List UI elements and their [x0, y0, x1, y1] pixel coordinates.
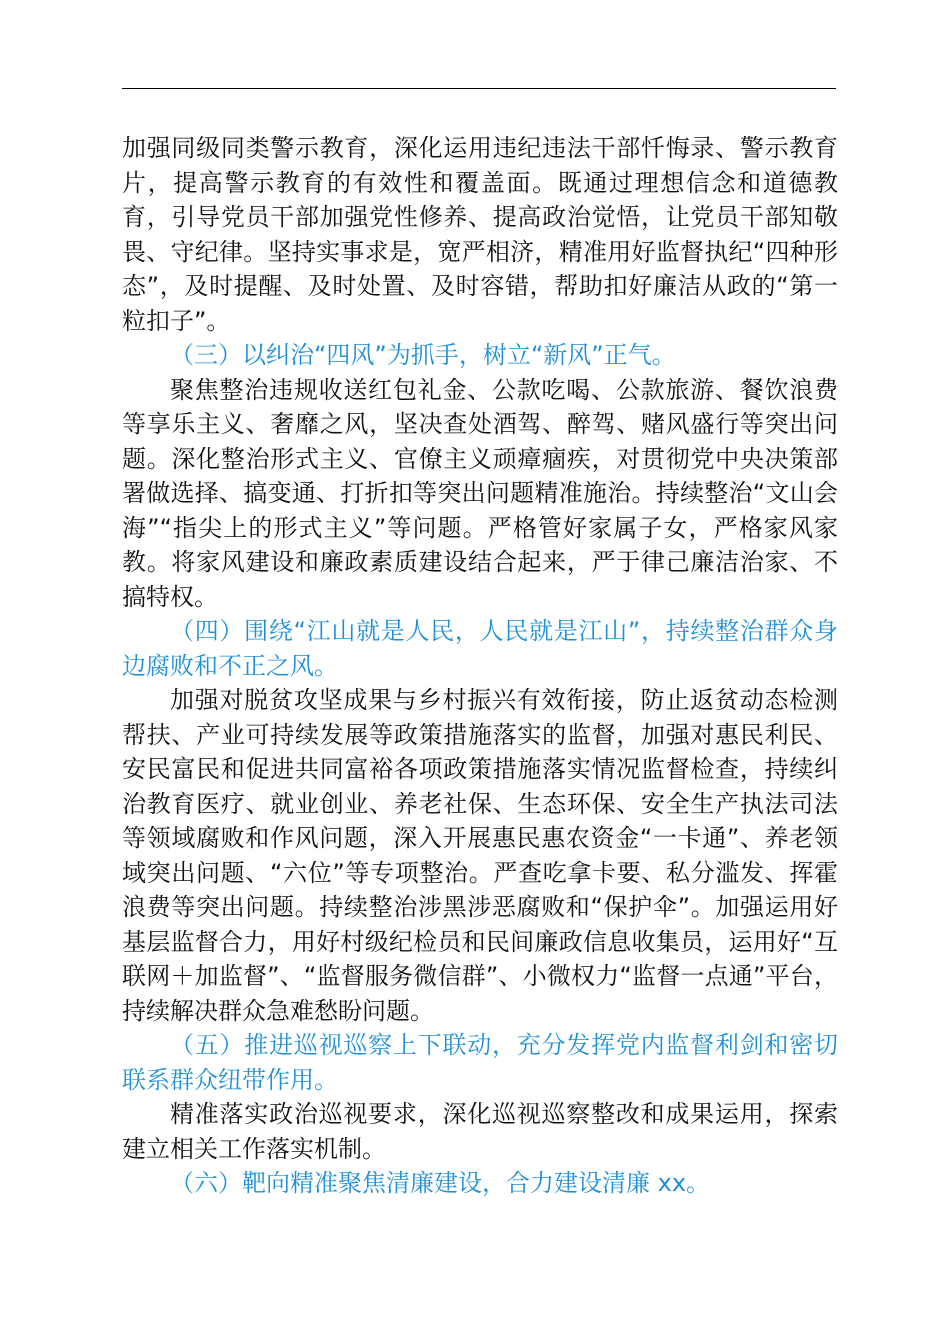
document-body: [122, 131, 838, 1201]
section-heading-6: （六）靶向精准聚焦清廉建设，合力建设清廉 xx。: [170, 1169, 711, 1197]
body-paragraph: 加强对脱贫攻坚成果与乡村振兴有效衔接，防止返贫动态检测帮扶、产业可持续发展等政策措施落实的监督，加强对惠民利民、安民富民和促进共同富裕各项政策措施落实情况监督检查，持续纠治教育医疗、就业创业、养老社保、生态环保、安全生产执法司法等领域腐败和作风问题，深入开展惠民惠农资金“一卡通”、养老领域突出问题、“六位”等专项整治。严查吃拿卡要、私分滥发、挥霍浪费等突出问题。持续整治涉黑涉恶腐败和“保护伞”。加强运用好基层监督合力，用好村级纪检员和民间廉政信息收集员，运用好“互联网＋加监督”、“监督服务微信群”、小微权力“监督一点通”平台，持续解决群众急难愁盼问题。: [122, 686, 838, 1025]
section-heading-5: （五）推进巡视巡察上下联动，充分发挥党内监督利剑和密切联系群众纽带作用。: [122, 1031, 838, 1094]
header-rule: [122, 88, 836, 89]
body-paragraph: 加强同级同类警示教育，深化运用违纪违法干部忏悔录、警示教育片，提高警示教育的有效性和覆盖面。既通过理想信念和道德教育，引导党员干部加强党性修养、提高政治觉悟，让党员干部知敬畏、守纪律。坚持实事求是，宽严相济，精准用好监督执纪“四种形态”，及时提醒、及时处置、及时容错，帮助扣好廉洁从政的“第一粒扣子”。: [122, 134, 838, 335]
section-heading-3: （三）以纠治“四风”为抓手，树立“新风”正气。: [170, 341, 676, 369]
body-paragraph: 聚焦整治违规收送红包礼金、公款吃喝、公款旅游、餐饮浪费等享乐主义、奢靡之风，坚决查处酒驾、醉驾、赌风盛行等突出问题。深化整治形式主义、官僚主义顽瘴痼疾，对贯彻党中央决策部署做选择、搞变通、打折扣等突出问题精准施治。持续整治“文山会海”“指尖上的形式主义”等问题。严格管好家属子女，严格家风家教。将家风建设和廉政素质建设结合起来，严于律己廉洁治家、不搞特权。: [122, 375, 838, 611]
body-paragraph: 精准落实政治巡视要求，深化巡视巡察整改和成果运用，探索建立相关工作落实机制。: [122, 1100, 838, 1163]
section-heading-4: （四）围绕“江山就是人民，人民就是江山”，持续整治群众身边腐败和不正之风。: [122, 617, 838, 680]
